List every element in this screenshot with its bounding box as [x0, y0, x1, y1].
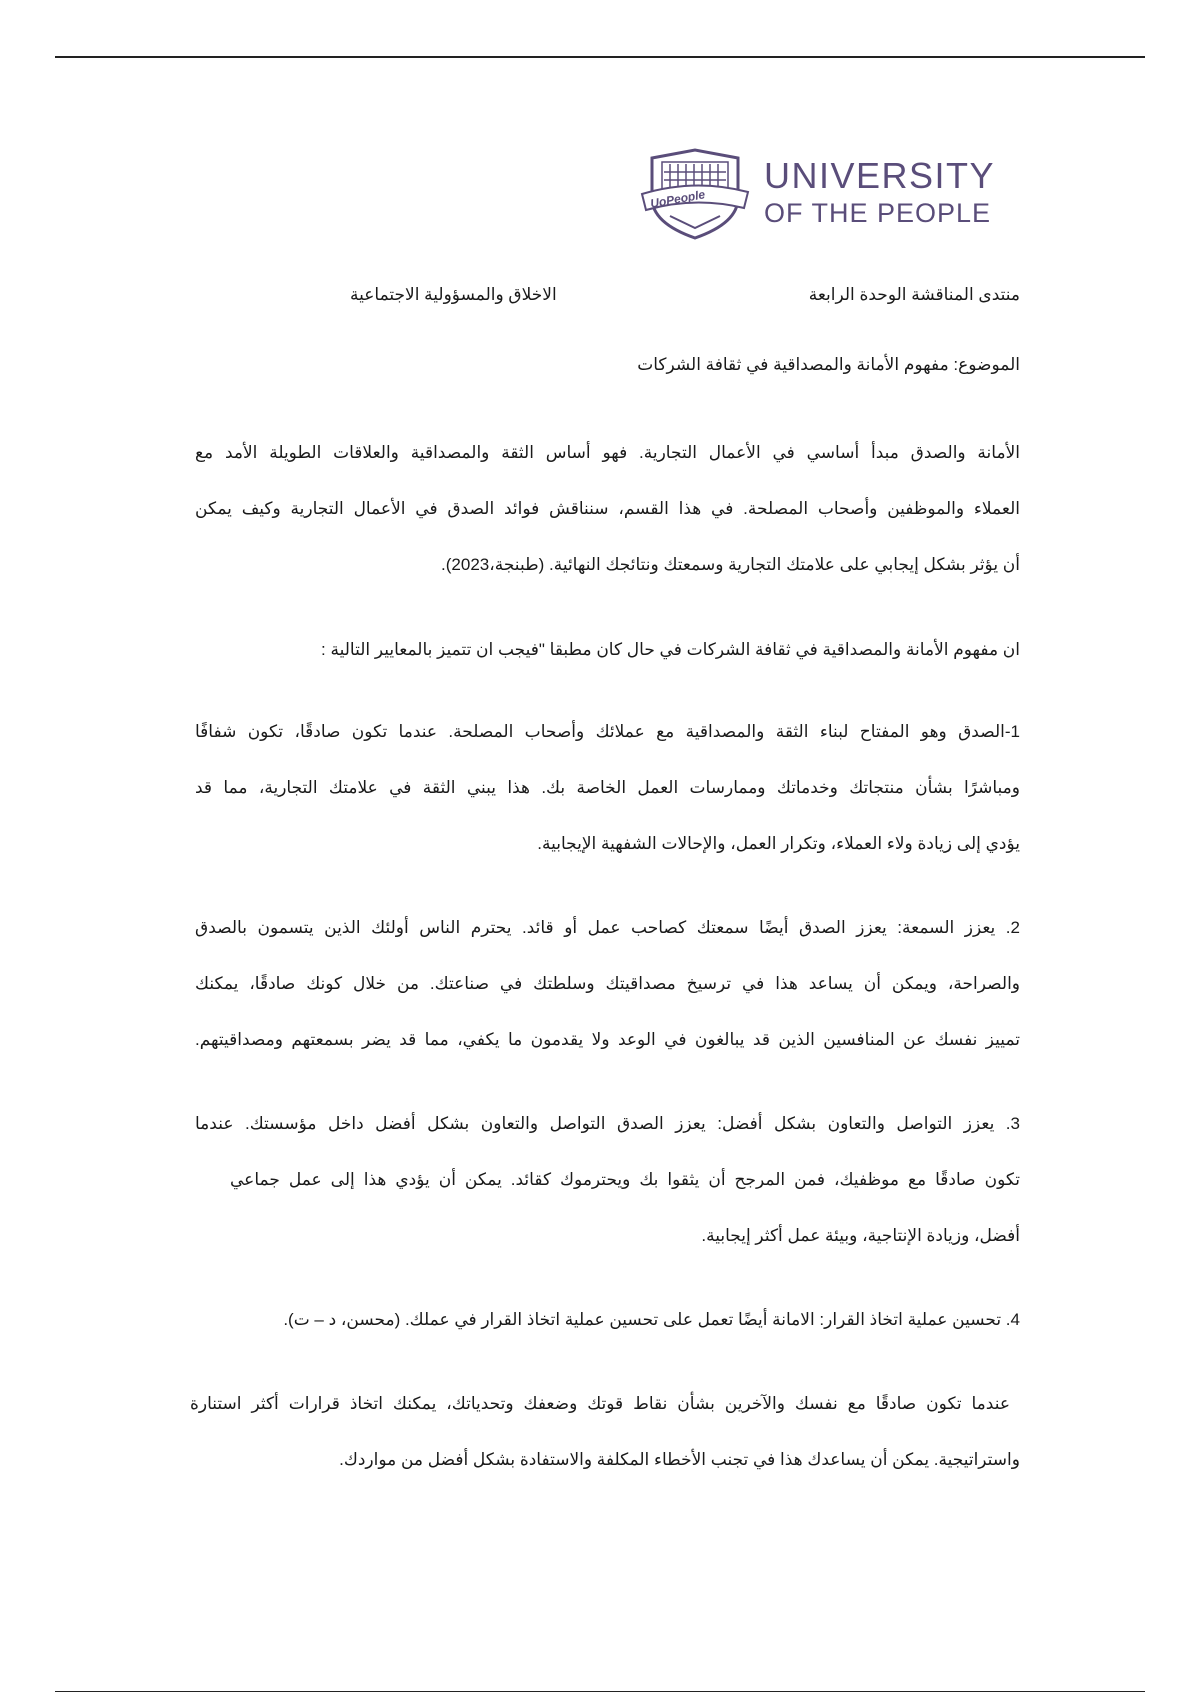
course-title: الاخلاق والمسؤولية الاجتماعية: [350, 285, 557, 304]
point1-line-1: 1-الصدق وهو المفتاح لبناء الثقة والمصداقية مع عملائك وأصحاب المصلحة. عندما تكون صادقًا، تكون شفافًا: [195, 722, 1020, 741]
intro-line-3: أن يؤثر بشكل إيجابي على علامتك التجارية وسمعتك ونتائجك النهائية. (طبنجة،2023).: [441, 555, 1020, 574]
logo-line-1: UNIVERSITY: [764, 155, 996, 196]
crest-label: UoPeople: [649, 187, 707, 211]
point2-line-2: والصراحة، ويمكن أن يساعد هذا في ترسيخ مصداقيتك وسلطتك في صناعتك. من خلال كونك صادقًا، يمكنك: [195, 974, 1020, 993]
point4-line: 4. تحسين عملية اتخاذ القرار: الامانة أيضًا تعمل على تحسين عملية اتخاذ القرار في عملك. (محسن، د – ت).: [283, 1310, 1020, 1329]
point3-line-3: أفضل، وزيادة الإنتاجية، وبيئة عمل أكثر إيجابية.: [701, 1226, 1020, 1245]
subject-line: الموضوع: مفهوم الأمانة والمصداقية في ثقافة الشركات: [637, 355, 1020, 374]
concept-line: ان مفهوم الأمانة والمصداقية في ثقافة الشركات في حال كان مطبقا "فيجب ان تتميز بالمعايير التالية :: [321, 640, 1020, 659]
point1-line-3: يؤدي إلى زيادة ولاء العملاء، وتكرار العمل، والإحالات الشفهية الإيجابية.: [537, 834, 1020, 853]
point3-line-1: 3. يعزز التواصل والتعاون بشكل أفضل: يعزز الصدق التواصل والتعاون بشكل أفضل داخل مؤسستك. عندما: [195, 1114, 1020, 1133]
bottom-rule: [55, 1691, 1145, 1692]
closing-line-2: واستراتيجية. يمكن أن يساعدك هذا في تجنب الأخطاء المكلفة والاستفادة بشكل أفضل من مواردك.: [339, 1450, 1020, 1469]
point2-line-1: 2. يعزز السمعة: يعزز الصدق أيضًا سمعتك كصاحب عمل أو قائد. يحترم الناس أولئك الذين يتسمون بالصدق: [195, 918, 1020, 937]
logo-line-2: OF THE PEOPLE: [764, 198, 992, 228]
intro-line-1: الأمانة والصدق مبدأ أساسي في الأعمال التجارية. فهو أساس الثقة والمصداقية والعلاقات الطويلة الأمد مع: [195, 443, 1020, 462]
forum-title: منتدى المناقشة الوحدة الرابعة: [808, 285, 1020, 304]
point3-line-2: تكون صادقًا مع موظفيك، فمن المرجح أن يثقوا بك ويحترموك كقائد. يمكن أن يؤدي هذا إلى عمل جماعي: [230, 1170, 1020, 1189]
point2-line-3: تمييز نفسك عن المنافسين الذين قد يبالغون في الوعد ولا يقدمون ما يكفي، مما قد يضر بسمعتهم ومصداقيتهم.: [195, 1030, 1020, 1049]
intro-line-2: العملاء والموظفين وأصحاب المصلحة. في هذا القسم، سنناقش فوائد الصدق في الأعمال التجارية وكيف يمكن: [195, 499, 1020, 518]
closing-line-1: عندما تكون صادقًا مع نفسك والآخرين بشأن نقاط قوتك وضعفك وتحدياتك، يمكنك اتخاذ قرارات أكثر استنارة: [190, 1394, 1010, 1413]
point1-line-2: ومباشرًا بشأن منتجاتك وخدماتك وممارسات العمل الخاصة بك. هذا يبني الثقة في علامتك التجارية، مما قد: [195, 778, 1020, 797]
